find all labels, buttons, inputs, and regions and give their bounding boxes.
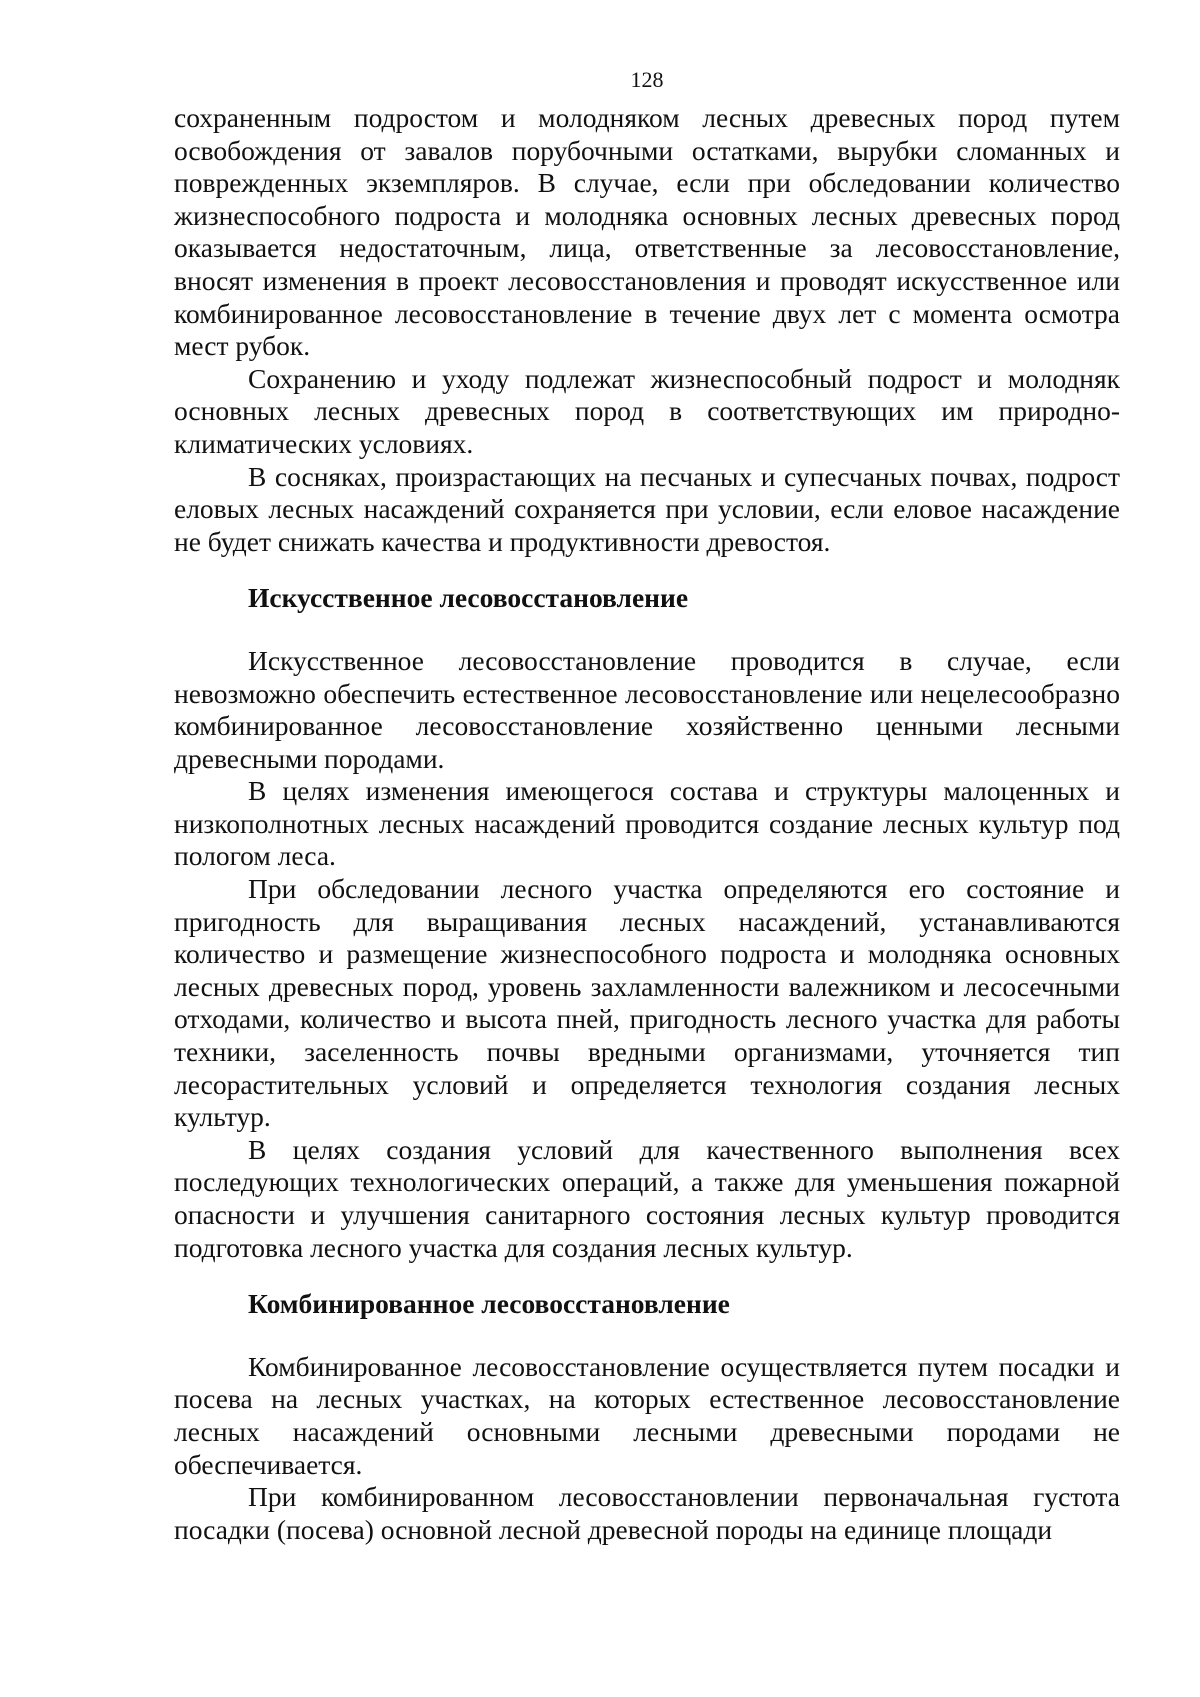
paragraph: В целях создания условий для качественного выполнения всех последующих технологических операций, а также для уменьшения пожарной опасности и улучшения санитарного состояния лесных культур проводится подготовка лесного участка для создания лесных культур. <box>174 1133 1120 1263</box>
section-heading-artificial: Искусственное лесовосстановление <box>248 582 689 614</box>
paragraph-truncated: При комбинированном лесовосстановлении первоначальная густота посадки (посева) основной лесной древесной породы на единице площади <box>174 1481 1120 1545</box>
paragraph: В сосняках, произрастающих на песчаных и супесчаных почвах, подрост еловых лесных насаждений сохраняется при условии, если еловое насаждение не будет снижать качества и продуктивности древостоя. <box>174 460 1120 557</box>
paragraph: В целях изменения имеющегося состава и структуры малоценных и низкополнотных лесных насаждений проводится создание лесных культур под пологом леса. <box>174 775 1120 872</box>
document-page <box>174 66 1120 1546</box>
paragraph: При обследовании лесного участка определяются его состояние и пригодность для выращивания лесных насаждений, устанавливаются количество и размещение жизнеспособного подроста и молодняка основных лесных древесных пород, уровень захламленности валежником и лесосечными отходами, количество и высота пней, пригодность лесного участка для работы техники, заселенность почвы вредными организмами, уточняется тип лесорастительных условий и определяется технология создания лесных культур. <box>174 873 1120 1133</box>
paragraph: Комбинированное лесовосстановление осуществляется путем посадки и посева на лесных участках, на которых естественное лесовосстановление лесных насаждений основными лесными древесными породами не обеспечивается. <box>174 1350 1120 1480</box>
paragraph-continued: сохраненным подростом и молодняком лесных древесных пород путем освобождения от завалов порубочными остатками, вырубки сломанных и поврежденных экземпляров. В случае, если при обследовании количество жизнеспособного подроста и молодняка основных лесных древесных пород оказывается недостаточным, лица, ответственные за лесовосстановление, вносят изменения в проект лесовосстановления и проводят искусственное или комбинированное лесовосстановление в течение двух лет с момента осмотра мест рубок. <box>174 102 1120 362</box>
paragraph: Искусственное лесовосстановление проводится в случае, если невозможно обеспечить естественное лесовосстановление или нецелесообразно комбинированное лесовосстановление хозяйственно ценными лесными древесными породами. <box>174 644 1120 774</box>
section-heading-combined: Комбинированное лесовосстановление <box>248 1288 730 1320</box>
paragraph: Сохранению и уходу подлежат жизнеспособный подрост и молодняк основных лесных древесных пород в соответствующих им природно-климатических условиях. <box>174 362 1120 459</box>
page-number: 128 <box>630 67 664 92</box>
